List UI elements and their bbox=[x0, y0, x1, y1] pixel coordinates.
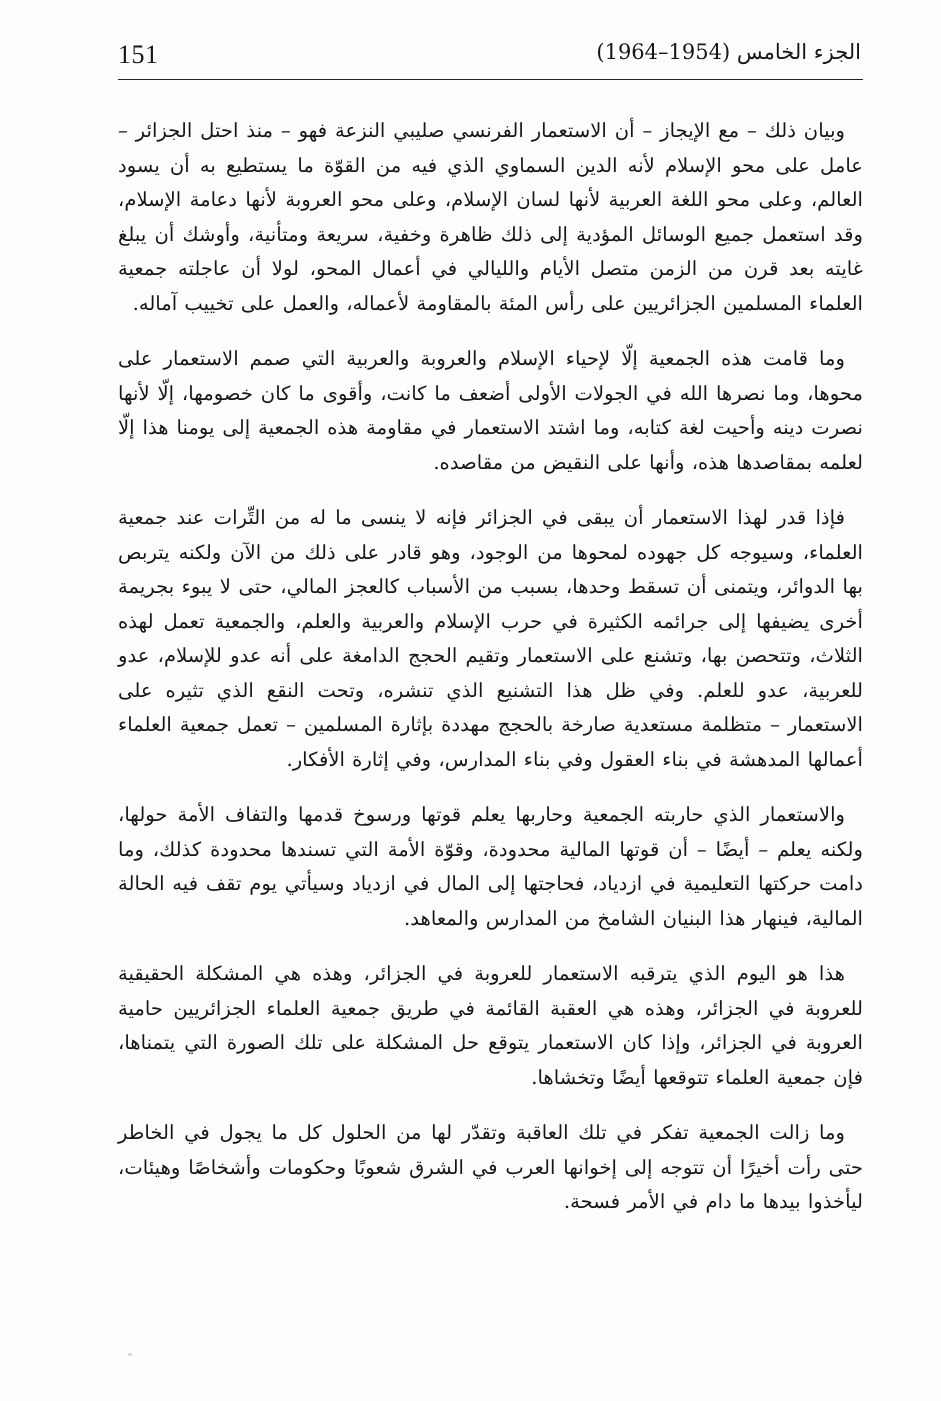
header-rule bbox=[118, 79, 863, 80]
paragraph-3: فإذا قدر لهذا الاستعمار أن يبقى في الجزائر فإنه لا ينسى ما له من التِّرات عند جمعية العلماء، وسيوجه كل جهوده لمحوها من الوجود، وهو قادر على ذلك من الآن ولكنه يتربص بها الدوائر، ويتمنى أن تسقط وحدها، بسبب من الأسباب كالعجز المالي، حتى لا يبوء بجريمة أخرى يضيفها إلى جرائمه الكثيرة في حرب الإسلام والعربية والعلم، والجمعية تعمل لهذه الثلاث، وتتحصن بها، وتشنع على الاستعمار وتقيم الحجج الدامغة على أنه عدو للإسلام، عدو للعربية، عدو للعلم. وفي ظل هذا التشنيع الذي تنشره، وتحت النقع الذي تثيره على الاستعمار – متظلمة مستعدية صارخة بالحجج مهددة بإثارة المسلمين – تعمل جمعية العلماء أعمالها المدهشة في بناء العقول وفي بناء المدارس، وفي إثارة الأفكار. bbox=[118, 506, 863, 771]
scan-speck bbox=[128, 1353, 132, 1356]
body-text bbox=[118, 114, 863, 1241]
paragraph-1: وبيان ذلك – مع الإيجاز – أن الاستعمار الفرنسي صليبي النزعة فهو – منذ احتل الجزائر – عامل على محو الإسلام لأنه الدين السماوي الذي فيه من القوّة ما يستطيع به أن يسود العالم، وعلى محو اللغة العربية لأنها لسان الإسلام، وعلى محو العروبة لأنها دعامة الإسلام، وقد استعمل جميع الوسائل المؤدية إلى ذلك ظاهرة وخفية، سريعة ومتأنية، وأوشك أن يبلغ غايته بعد قرن من الزمن متصل الأيام والليالي في أعمال المحو، لولا أن عاجلته جمعية العلماء المسلمين الجزائريين على رأس المئة بالمقاومة لأعماله، والعمل على تخييب آماله. bbox=[118, 119, 863, 315]
paragraph-4: والاستعمار الذي حاربته الجمعية وحاربها يعلم قوتها ورسوخ قدمها والتفاف الأمة حولها، ولكنه يعلم – أيضًا – أن قوتها المالية محدودة، وقوّة الأمة التي تسندها محدودة كذلك، وما دامت حركتها التعليمية في ازدياد، فحاجتها إلى المال في ازدياد وسيأتي يوم تقف فيه الحالة المالية، فينهار هذا البنيان الشامخ من المدارس والمعاهد. bbox=[118, 803, 863, 930]
running-title: الجزء الخامس (1954–1964) bbox=[596, 40, 861, 64]
page-number: 151 bbox=[118, 40, 159, 69]
page-header bbox=[118, 36, 863, 80]
paragraph-2: وما قامت هذه الجمعية إلّا لإحياء الإسلام والعروبة والعربية التي صمم الاستعمار على محوها، وما نصرها الله في الجولات الأولى أضعف ما كانت، وأقوى ما كان خصومها، إلّا لأنها نصرت دينه وأحيت لغة كتابه، وما اشتد الاستعمار في مقاومة هذه الجمعية إلى يومنا هذا إلّا لعلمه بمقاصدها هذه، وأنها على النقيض من مقاصده. bbox=[118, 347, 863, 474]
paragraph-5: هذا هو اليوم الذي يترقبه الاستعمار للعروبة في الجزائر، وهذه هي المشكلة الحقيقية للعروبة في الجزائر، وهذه هي العقبة القائمة في طريق جمعية العلماء الجزائريين حامية العروبة في الجزائر، وإذا كان الاستعمار يتوقع حل المشكلة على تلك الصورة التي يتمناها، فإن جمعية العلماء تتوقعها أيضًا وتخشاها. bbox=[118, 962, 863, 1089]
paragraph-6: وما زالت الجمعية تفكر في تلك العاقبة وتقدّر لها من الحلول كل ما يجول في الخاطر حتى رأت أخيرًا أن تتوجه إلى إخوانها العرب في الشرق شعوبًا وحكومات وأشخاصًا وهيئات، ليأخذوا بيدها ما دام في الأمر فسحة. bbox=[118, 1121, 863, 1213]
